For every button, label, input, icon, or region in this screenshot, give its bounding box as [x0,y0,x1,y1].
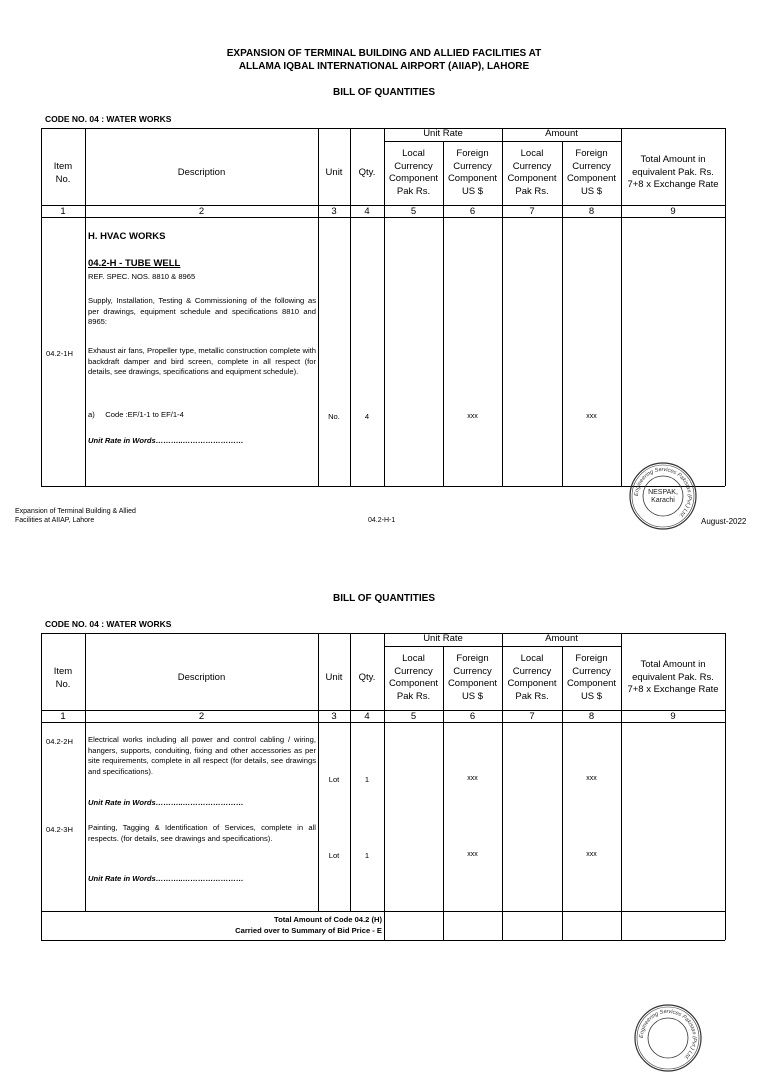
col-num: 4 [364,206,370,217]
header-description: Description [177,672,226,683]
item-qty: 1 [364,775,370,784]
header-local-amount: Local Currency Component Pak Rs. [507,653,557,702]
svg-text:Engineering Services Pakistan: Engineering Services Pakistan (Pvt.) Ltd. [633,466,693,519]
header-unit: Unit [325,167,343,178]
footer-page-number: 04.2-H-1 [368,517,396,524]
foreign-rate-value: xxx [467,851,478,858]
item-unit: Lot [328,851,340,860]
col-num: 5 [410,206,417,217]
item-qty: 4 [364,412,370,421]
foreign-amount-value: xxx [586,851,597,858]
col-num: 3 [331,206,337,217]
header-total: Total Amount in equivalent Pak. Rs. 7+8 x Exchange Rate [627,154,719,190]
col-num: 5 [410,711,417,722]
svg-text:NESPAK,: NESPAK, [648,489,678,496]
unit-rate-words: Unit Rate in Words………..…………………… [88,798,244,807]
nespak-stamp [628,461,698,531]
item-qty: 1 [364,851,370,860]
item-description: Electrical works including all power and control cabling / wiring, hangers, supports, conduiting, fixing and other accessories as per site requirements, complete in all respect (for details, see drawings and specifications). [88,735,316,776]
header-amount: Amount [545,633,578,644]
svg-text:Karachi: Karachi [651,497,675,504]
item-unit: No. [328,412,340,421]
col-num: 6 [469,206,476,217]
item-unit: Lot [328,775,340,784]
header-foreign-amount: Foreign Currency Component US $ [566,148,617,197]
project-title-line2: ALLAMA IQBAL INTERNATIONAL AIRPORT (AIIAP), LAHORE [238,61,530,72]
supply-text: Supply, Installation, Testing & Commissioning of the following as per drawings, equipment schedule and specifications 8810 and 8965: [88,296,316,326]
header-local-rate: Local Currency Component Pak Rs. [388,148,439,197]
header-local-rate: Local Currency Component Pak Rs. [388,653,439,702]
footer-date: August-2022 [701,517,747,526]
header-unit-rate: Unit Rate [423,633,463,644]
header-description: Description [177,167,226,178]
total-carried-over: Total Amount of Code 04.2 (H) Carried over to Summary of Bid Price - E [235,915,382,935]
item-number: 04.2-2H [46,737,74,746]
sub-item: a) Code :EF/1-1 to EF/1-4 [88,410,184,419]
col-num: 3 [331,711,337,722]
col-num: 2 [198,711,205,722]
header-total: Total Amount in equivalent Pak. Rs. 7+8 x Exchange Rate [627,659,719,695]
foreign-rate-value: xxx [467,413,478,420]
header-qty: Qty. [358,672,376,683]
unit-rate-words: Unit Rate in Words………..…………………… [88,436,244,445]
boq-title-2: BILL OF QUANTITIES [332,593,436,604]
item-number: 04.2-3H [46,825,74,834]
col-num: 2 [198,206,205,217]
col-num: 6 [469,711,476,722]
col-num: 1 [60,206,66,217]
svg-text:Engineering Services Pakistan: Engineering Services Pakistan (Pvt.) Ltd. [638,1008,698,1061]
foreign-amount-value: xxx [586,413,597,420]
header-local-amount: Local Currency Component Pak Rs. [507,148,557,197]
col-num: 9 [670,206,676,217]
foreign-rate-value: xxx [467,775,478,782]
header-item-no: Item No. [53,161,73,185]
header-foreign-amount: Foreign Currency Component US $ [566,653,617,702]
col-num: 8 [588,206,595,217]
item-number: 04.2-1H [46,349,74,358]
section-heading: H. HVAC WORKS [88,231,166,242]
code-label: CODE NO. 04 : WATER WORKS [45,114,172,124]
col-num: 8 [588,711,595,722]
foreign-amount-value: xxx [586,775,597,782]
header-item-no: Item No. [53,666,73,690]
item-description: Exhaust air fans, Propeller type, metallic construction complete with backdraft damper and bird screen, complete in all respect (for details, see drawings, specifications and equipment schedule). [88,346,316,376]
item-description: Painting, Tagging & Identification of Services, complete in all respects. (for details, see drawings and specifications). [88,823,316,843]
header-qty: Qty. [358,167,376,178]
col-num: 7 [529,711,535,722]
col-num: 1 [60,711,66,722]
header-foreign-rate: Foreign Currency Component US $ [447,148,498,197]
boq-title: BILL OF QUANTITIES [332,87,436,98]
header-unit-rate: Unit Rate [423,128,463,139]
nespak-stamp-partial [633,1003,703,1061]
col-num: 7 [529,206,535,217]
col-num: 9 [670,711,676,722]
project-title-line1: EXPANSION OF TERMINAL BUILDING AND ALLIED FACILITIES AT [226,48,542,59]
header-amount: Amount [545,128,578,139]
code-label-2: CODE NO. 04 : WATER WORKS [45,619,172,629]
col-num: 4 [364,711,370,722]
footer-left: Expansion of Terminal Building & Allied Facilities at AIIAP, Lahore [15,508,136,524]
header-foreign-rate: Foreign Currency Component US $ [447,653,498,702]
sub-heading: 04.2-H - TUBE WELL [88,258,181,269]
unit-rate-words: Unit Rate in Words………..…………………… [88,874,244,883]
header-unit: Unit [325,672,343,683]
ref-spec: REF. SPEC. NOS. 8810 & 8965 [88,272,196,281]
